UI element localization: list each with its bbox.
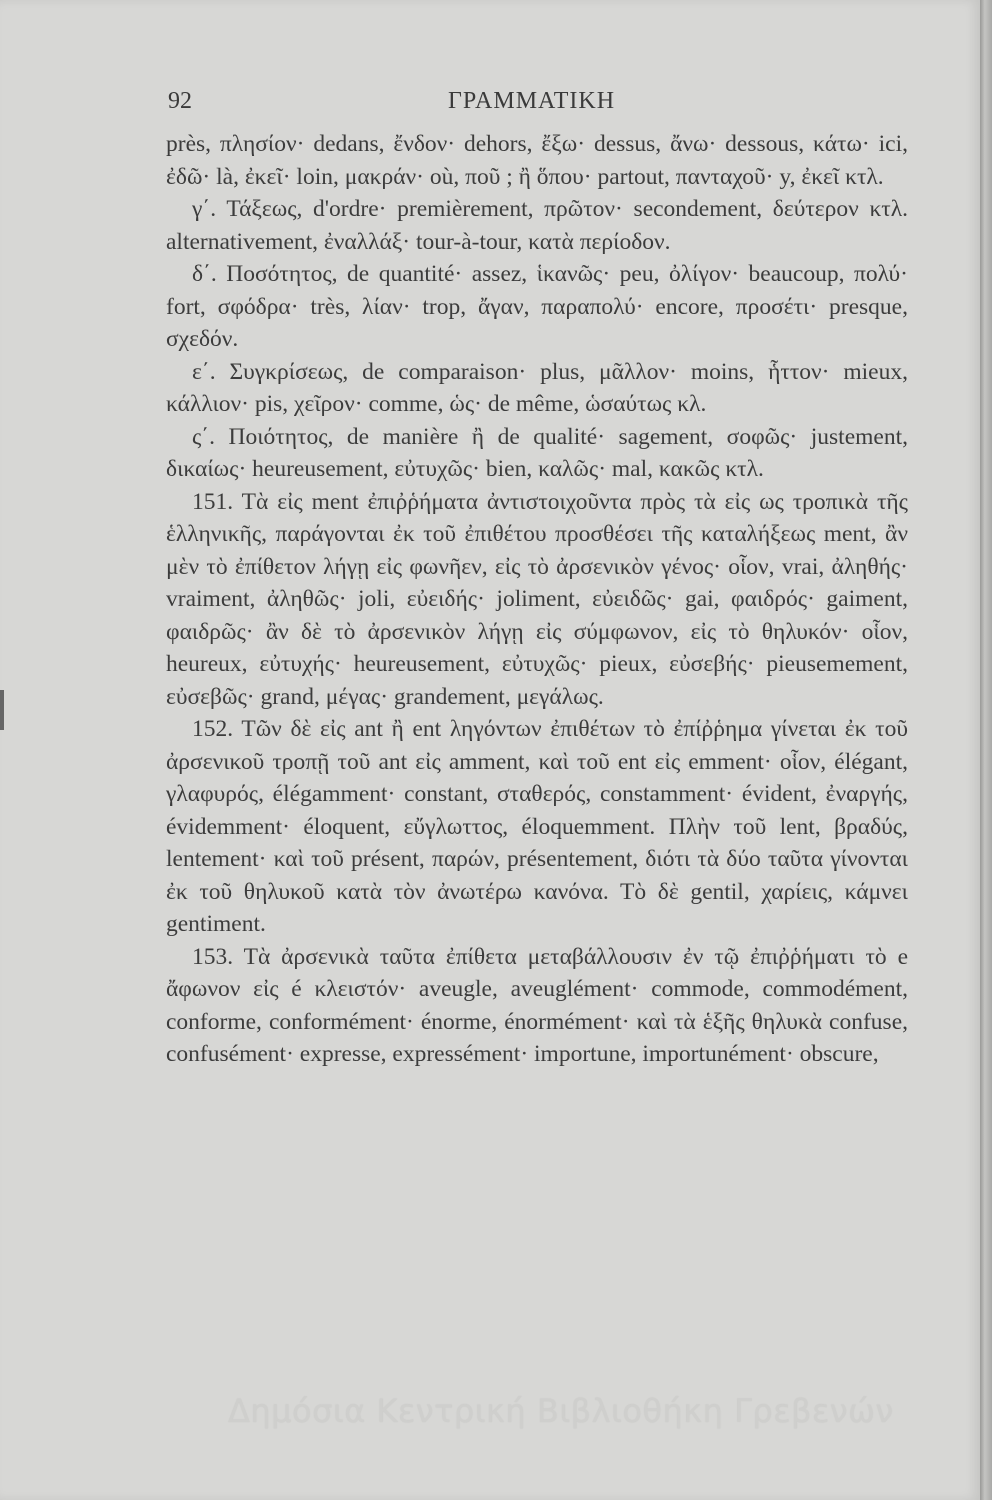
- paragraph-comparison-adverbs: ε΄. Συγκρίσεως, de comparaison· plus, μᾶλλον· moins, ἧττον· mieux, κάλλιον· pis, χεῖρον· comme, ὡς· de même, ὡσαύτως κλ.: [166, 358, 908, 417]
- paragraph-manner-adverbs: ς΄. Ποιότητος, de manière ἢ de qualité· sagement, σοφῶς· justement, δικαίως· heureusement, εὐτυχῶς· bien, καλῶς· mal, κακῶς κτλ.: [166, 423, 908, 482]
- page-header: [168, 88, 908, 122]
- paragraph-order-adverbs: γ΄. Τάξεως, d'ordre· premièrement, πρῶτον· secondement, δεύτερον κτλ. alternativement, ἐναλλάξ· tour-à-tour, κατὰ περίοδον.: [166, 196, 908, 255]
- library-watermark: Δημόσια Κεντρική Βιβλιοθήκη Γρεβενών: [228, 1392, 894, 1430]
- paragraph-151: 151. Τὰ εἰς ment ἐπιῤῥήματα ἀντιστοιχοῦντα πρὸς τὰ εἰς ως τροπικὰ τῆς ἑλληνικῆς, παράγονται ἐκ τοῦ ἐπιθέτου προσθέσει τῆς καταλήξεως ment, ἂν μὲν τὸ ἐπίθετον λήγῃ εἰς φωνῆεν, εἰς τὸ ἀρσενικὸν γένος· οἷον, vrai, ἀληθής· vraiment, ἀληθῶς· joli, εὐειδής· joliment, εὐειδῶς· gai, φαιδρός· gaiment, φαιδρῶς· ἂν δὲ τὸ ἀρσενικὸν λήγῃ εἰς σύμφωνον, εἰς τὸ θηλυκόν· οἷον, heureux, εὐτυχής· heureusement, εὐτυχῶς· pieux, εὐσεβής· pieusemement, εὐσεβῶς· grand, μέγας· grandement, μεγάλως.: [166, 488, 908, 710]
- page-edge: [980, 0, 992, 1500]
- binding-mark: [0, 690, 4, 730]
- body-text: [166, 128, 908, 1071]
- paragraph-place-adverbs: près, πλησίον· dedans, ἔνδον· dehors, ἔξω· dessus, ἄνω· dessous, κάτω· ici, ἐδῶ· là, ἐκεῖ· loin, μακράν· où, ποῦ ; ἢ ὅπου· partout, πανταχοῦ· y, ἐκεῖ κτλ.: [166, 131, 908, 190]
- page-number: 92: [168, 88, 192, 114]
- paragraph-quantity-adverbs: δ΄. Ποσότητος, de quantité· assez, ἱκανῶς· peu, ὀλίγον· beaucoup, πολύ· fort, σφόδρα· très, λίαν· trop, ἄγαν, παραπολύ· encore, προσέτι· presque, σχεδόν.: [166, 261, 908, 352]
- paragraph-153: 153. Τὰ ἀρσενικὰ ταῦτα ἐπίθετα μεταβάλλουσιν ἐν τῷ ἐπιῤῥήματι τὸ e ἄφωνον εἰς é κλειστόν· aveugle, aveuglément· commode, commodément, conforme, conformément· énorme, énormément· καὶ τὰ ἑξῆς θηλυκὰ confuse, confusément· expresse, expressément· importune, importunément· obscure,: [166, 943, 908, 1067]
- running-title: ΓΡΑΜΜΑΤΙΚΗ: [448, 88, 616, 114]
- paragraph-152: 152. Τῶν δὲ εἰς ant ἢ ent ληγόντων ἐπιθέτων τὸ ἐπίῤῥημα γίνεται ἐκ τοῦ ἀρσενικοῦ τροπῇ τοῦ ant εἰς amment, καὶ τοῦ ent εἰς emment· οἷον, élégant, γλαφυρός, élégamment· constant, σταθερός, constamment· évident, ἐναργής, évidemment· éloquent, εὔγλωττος, éloquemment. Πλὴν τοῦ lent, βραδύς, lentement· καὶ τοῦ présent, παρών, présentement, διότι τὰ δύο ταῦτα γίνονται ἐκ τοῦ θηλυκοῦ κατὰ τὸν ἀνωτέρω κανόνα. Τὸ δὲ gentil, χαρίεις, κάμνει gentiment.: [166, 716, 908, 937]
